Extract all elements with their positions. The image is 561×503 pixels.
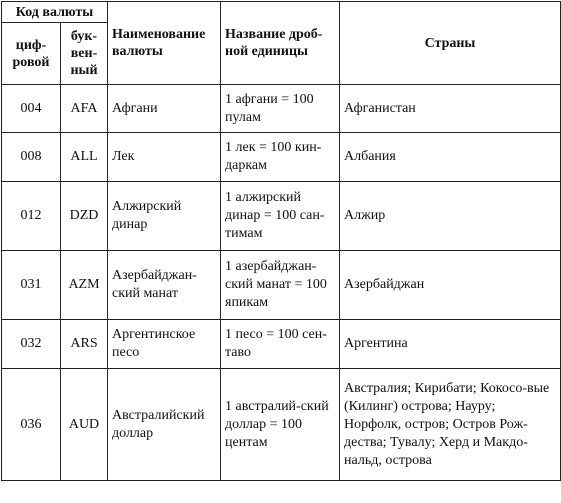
table-row: [2, 133, 561, 182]
header-numeric-code: циф-ровой: [2, 23, 61, 85]
cell-letter-code: AZM: [61, 251, 108, 320]
table-header: [2, 2, 561, 85]
cell-fraction-name: 1 алжирский динар = 100 сан-тимам: [221, 182, 340, 251]
cell-letter-code: ALL: [61, 133, 108, 182]
table-row: [2, 182, 561, 251]
cell-countries: Австралия; Кирибати; Кокосо-вые (Килинг) острова; Науру; Норфолк, остров; Остров Рож-дества; Тувалу; Херд и Макдо-нальд, острова: [340, 369, 561, 481]
currency-codes-table: [1, 1, 561, 481]
cell-currency-name: Австралийский доллар: [108, 369, 221, 481]
cell-currency-name: Афгани: [108, 85, 221, 133]
cell-letter-code: DZD: [61, 182, 108, 251]
table-row: [2, 251, 561, 320]
cell-currency-name: Алжирский динар: [108, 182, 221, 251]
header-currency-name: [108, 2, 221, 85]
header-currency-name-text: Наименование валюты: [112, 27, 206, 59]
cell-letter-code: AFA: [61, 85, 108, 133]
cell-fraction-name: 1 афгани = 100 пулам: [221, 85, 340, 133]
table-body: [2, 85, 561, 481]
cell-countries: Азербайджан: [340, 251, 561, 320]
cell-countries: Алжир: [340, 182, 561, 251]
cell-fraction-name: 1 азербайджан-ский манат = 100 япикам: [221, 251, 340, 320]
cell-currency-name: Лек: [108, 133, 221, 182]
cell-countries: Албания: [340, 133, 561, 182]
cell-countries: Афганистан: [340, 85, 561, 133]
cell-numeric-code: 031: [2, 251, 61, 320]
table-row: [2, 85, 561, 133]
cell-fraction-name: 1 песо = 100 сен-таво: [221, 320, 340, 369]
table-row: [2, 320, 561, 369]
cell-numeric-code: 008: [2, 133, 61, 182]
cell-numeric-code: 032: [2, 320, 61, 369]
cell-numeric-code: 012: [2, 182, 61, 251]
cell-numeric-code: 004: [2, 85, 61, 133]
cell-numeric-code: 036: [2, 369, 61, 481]
header-fraction-name: [221, 2, 340, 85]
cell-fraction-name: 1 австралий-ский доллар = 100 центам: [221, 369, 340, 481]
cell-letter-code: ARS: [61, 320, 108, 369]
header-countries: Страны: [340, 2, 561, 85]
header-code-group: Код валюты: [2, 2, 108, 23]
header-row-top: [2, 2, 561, 23]
cell-fraction-name: 1 лек = 100 кин-даркам: [221, 133, 340, 182]
cell-countries: Аргентина: [340, 320, 561, 369]
cell-currency-name: Аргентинское песо: [108, 320, 221, 369]
header-letter-code: бук-вен-ный: [61, 23, 108, 85]
cell-letter-code: AUD: [61, 369, 108, 481]
table-row: [2, 369, 561, 481]
cell-currency-name: Азербайджан-ский манат: [108, 251, 221, 320]
header-fraction-name-text: Название дроб-ной единицы: [225, 27, 323, 59]
